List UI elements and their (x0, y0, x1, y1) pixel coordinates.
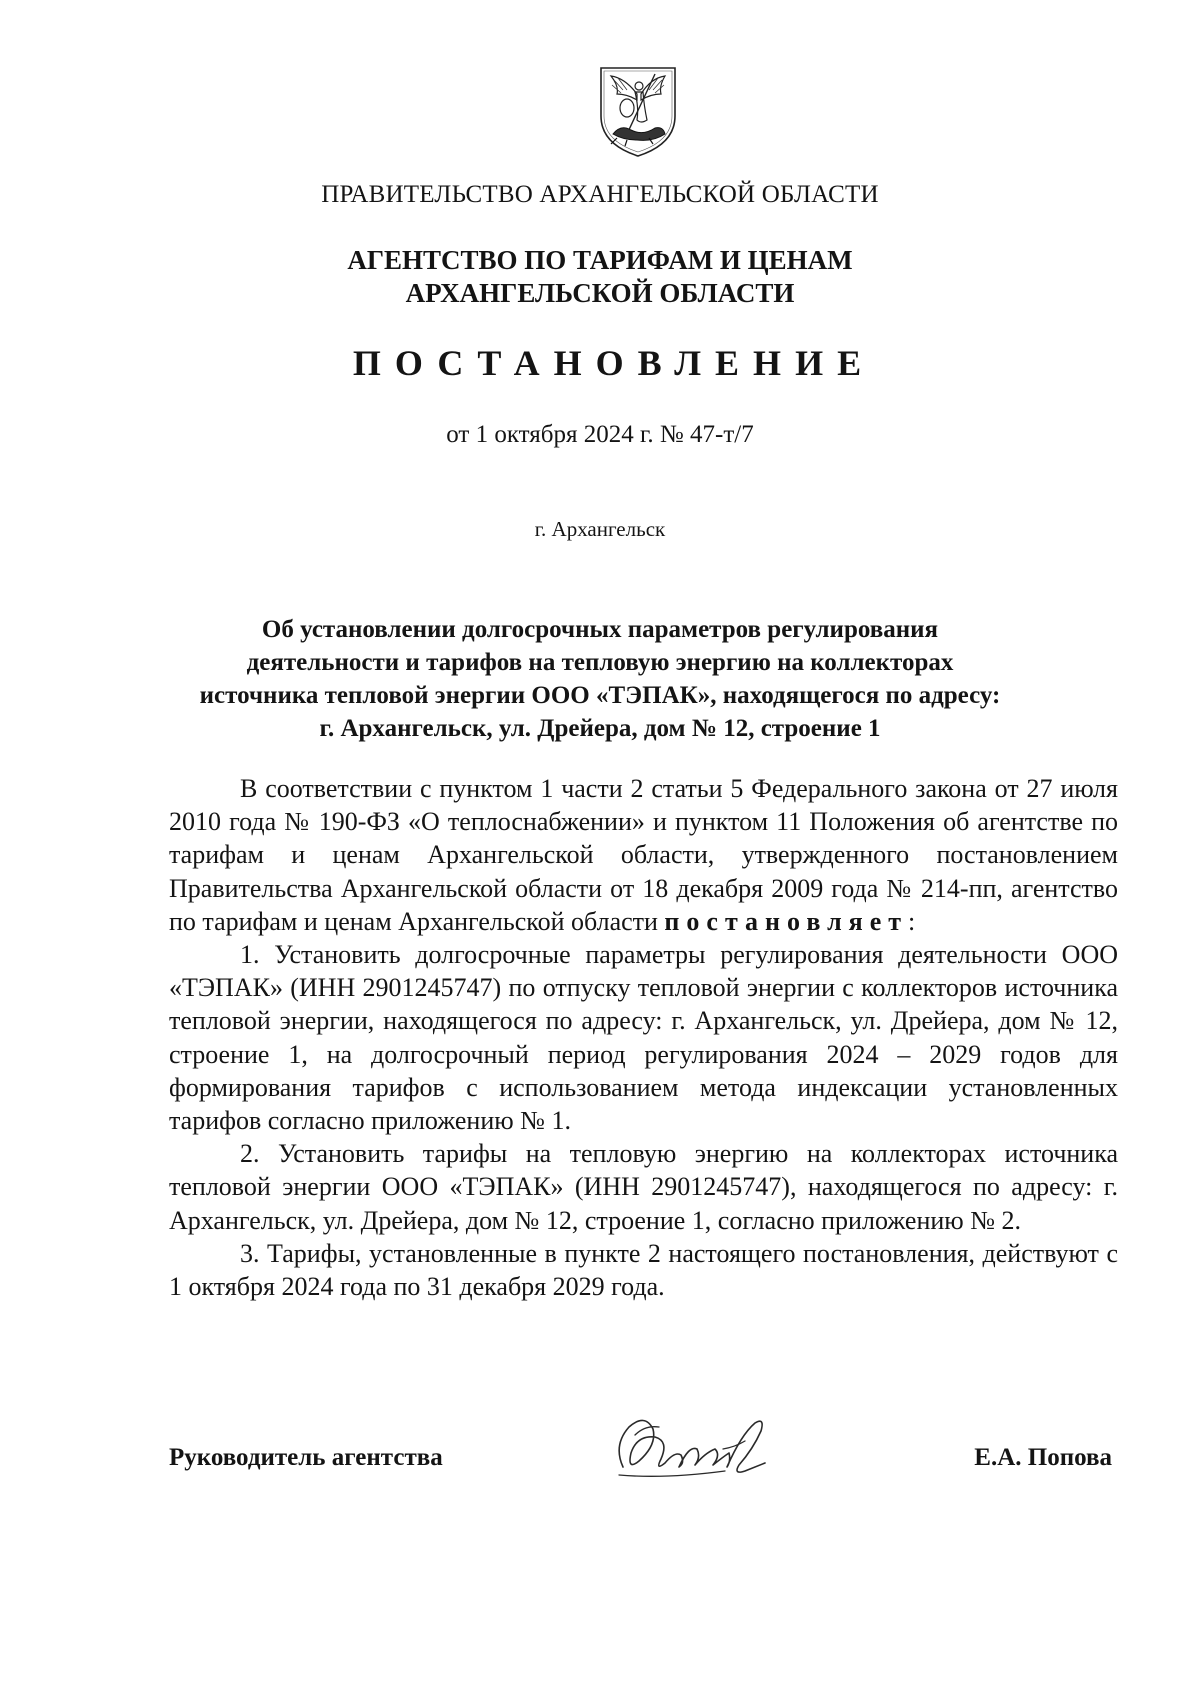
subject-line-3: источника тепловой энергии ООО «ТЭПАК», находящегося по адресу: (199, 682, 1001, 709)
document-city: г. Архангельск (534, 517, 666, 541)
government-name: ПРАВИТЕЛЬСТВО АРХАНГЕЛЬСКОЙ ОБЛАСТИ (321, 181, 879, 208)
subject-line-4: г. Архангельск, ул. Дрейера, дом № 12, строение 1 (319, 715, 881, 742)
signatory-name: Е.А. Попова (974, 1444, 1112, 1471)
document-body (169, 772, 1118, 1303)
resolves-colon: : (908, 906, 916, 936)
agency-name-line-1: АГЕНТСТВО ПО ТАРИФАМ И ЦЕНАМ (347, 245, 853, 275)
signatory-position: Руководитель агентства (169, 1444, 443, 1471)
item-3-paragraph: 3. Тарифы, установленные в пункте 2 настоящего постановления, действуют с 1 октября 2024 года по 31 декабря 2029 года. (169, 1238, 1118, 1302)
subject-line-1: Об установлении долгосрочных параметров регулирования (261, 616, 939, 643)
resolves-word: постановляет (664, 906, 909, 936)
item-2-paragraph: 2. Установить тарифы на тепловую энергию на коллекторах источника тепловой энергии ООО «ТЭПАК» (ИНН 2901245747), находящегося по адресу: г. Архангельск, ул. Дрейера, дом № 12, строение 1, согласно приложению № 2. (169, 1139, 1118, 1235)
handwritten-signature (605, 1405, 780, 1495)
coat-of-arms-icon (597, 64, 679, 160)
subject-line-2: деятельности и тарифов на тепловую энергию на коллекторах (246, 649, 954, 676)
document-date-number: от 1 октября 2024 г. № 47-т/7 (446, 421, 754, 448)
document-type: ПОСТАНОВЛЕНИЕ (352, 343, 876, 383)
agency-name-line-2: АРХАНГЕЛЬСКОЙ ОБЛАСТИ (405, 278, 795, 308)
preamble-paragraph (169, 772, 1118, 938)
item-1-paragraph: 1. Установить долгосрочные параметры регулирования деятельности ООО «ТЭПАК» (ИНН 2901245747) по отпуску тепловой энергии с коллекторов источника тепловой энергии, находящегося по адресу: г. Архангельск, ул. Дрейера, дом № 12, строение 1, на долгосрочный период регулирования 2024 – 2029 годов для формирования тарифов с использованием метода индексации установленных тарифов согласно приложению № 1. (169, 940, 1118, 1136)
preamble-text: В соответствии с пунктом 1 части 2 статьи 5 Федерального закона от 27 июля 2010 года № 190-ФЗ «О теплоснабжении» и пунктом 11 Положения об агентстве по тарифам и ценам Архангельской области, утвержденного постановлением Правительства Архангельской области от 18 декабря 2009 года № 214-пп, агентство по тарифам и ценам Архангельской области (169, 774, 1118, 936)
